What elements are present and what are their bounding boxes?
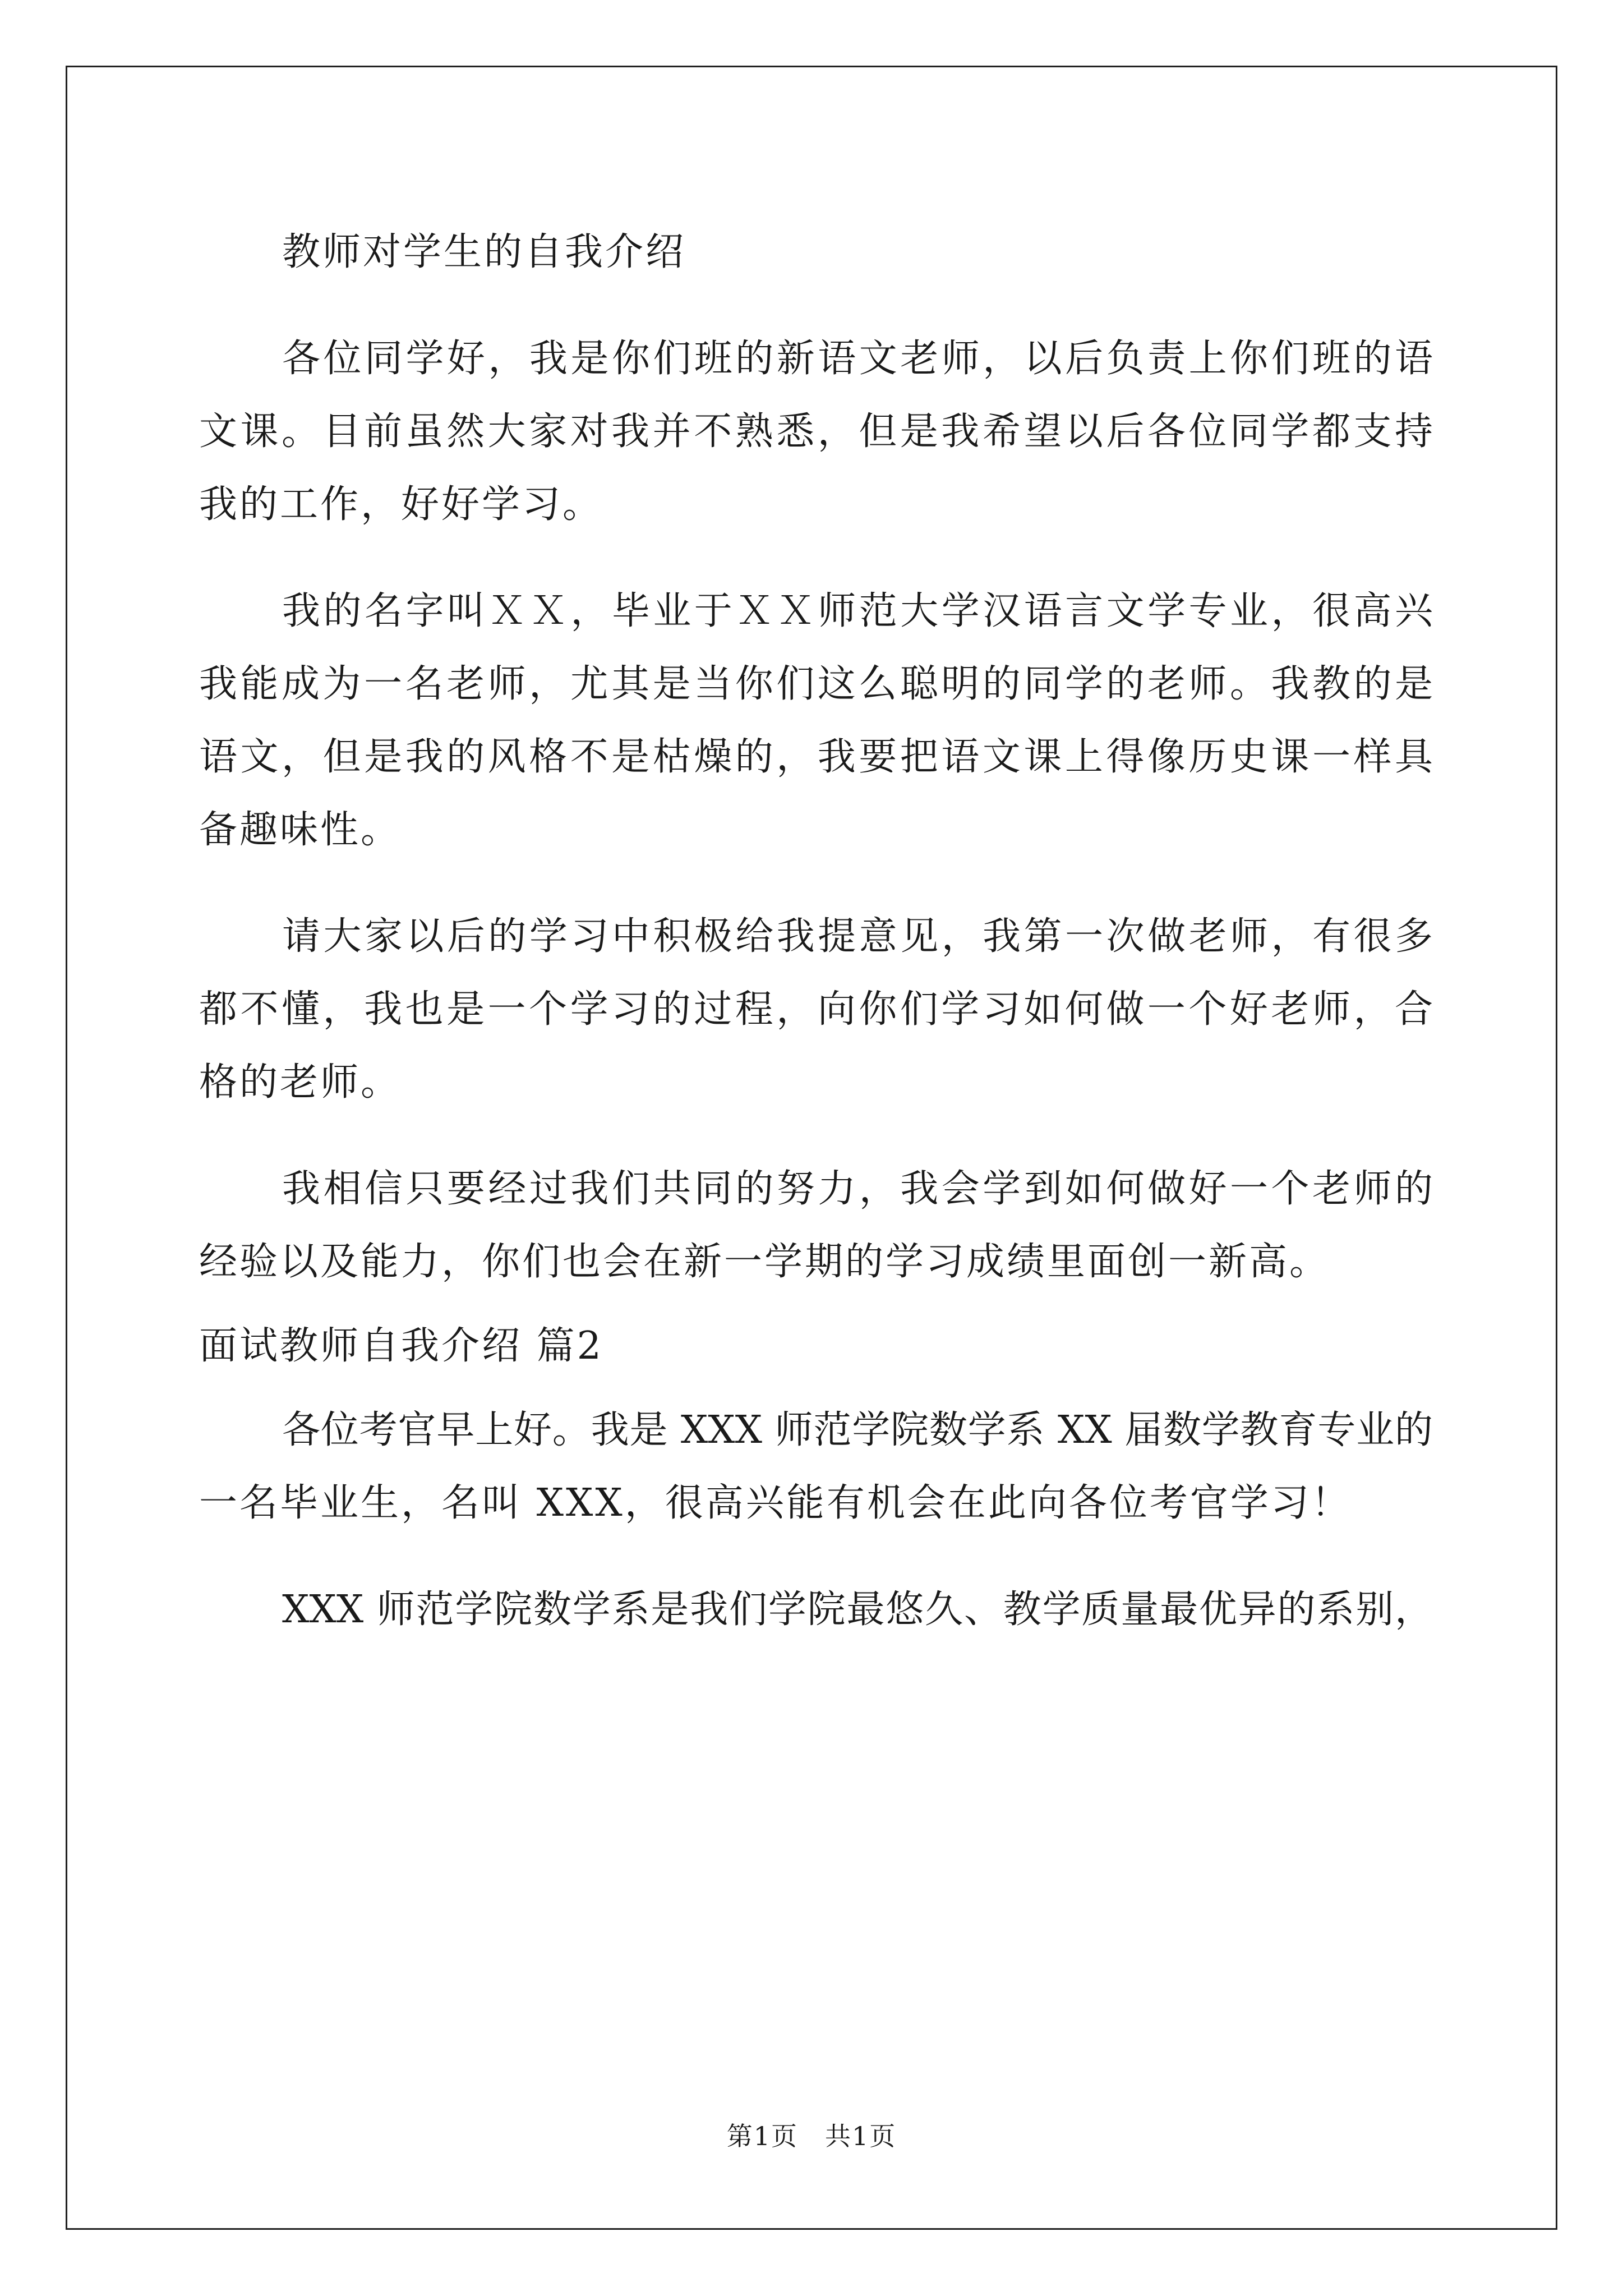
paragraph-line: 语文，但是我的风格不是枯燥的，我要把语文课上得像历史课一样具: [199, 735, 1433, 779]
paragraph-line: 我的名字叫ＸＸ，毕业于ＸＸ师范大学汉语言文学专业，很高兴: [282, 589, 1433, 633]
paragraph-line: 我相信只要经过我们共同的努力，我会学到如何做好一个老师的: [282, 1167, 1433, 1211]
paragraph-line: 经验以及能力，你们也会在新一学期的学习成绩里面创一新高。: [199, 1240, 1330, 1284]
document-title: 教师对学生的自我介绍: [282, 230, 686, 274]
paragraph-line: 都不懂，我也是一个学习的过程，向你们学习如何做一个好老师，合: [199, 987, 1433, 1032]
paragraph-line: 各位同学好，我是你们班的新语文老师，以后负责上你们班的语: [282, 337, 1433, 381]
paragraph-line: 请大家以后的学习中积极给我提意见，我第一次做老师，有很多: [282, 914, 1433, 959]
paragraph-line: 一名毕业生，名叫 XXX，很高兴能有机会在此向各位考官学习！: [199, 1481, 1352, 1525]
section-heading: 面试教师自我介绍 篇2: [199, 1324, 603, 1368]
paragraph-line: 文课。目前虽然大家对我并不熟悉，但是我希望以后各位同学都支持: [199, 409, 1433, 454]
paragraph-line: 格的老师。: [199, 1060, 402, 1105]
page-footer: 第1页 共1页: [726, 2121, 897, 2151]
paragraph-line: 我能成为一名老师，尤其是当你们这么聪明的同学的老师。我教的是: [199, 662, 1433, 706]
page-border: [66, 66, 1557, 2230]
paragraph-line: 各位考官早上好。我是 XXX 师范学院数学系 XX 届数学教育专业的: [282, 1408, 1433, 1452]
paragraph-line: 我的工作，好好学习。: [199, 482, 603, 527]
paragraph-line: 备趣味性。: [199, 808, 402, 852]
paragraph-line: XXX 师范学院数学系是我们学院最悠久、教学质量最优异的系别，: [282, 1588, 1433, 1632]
